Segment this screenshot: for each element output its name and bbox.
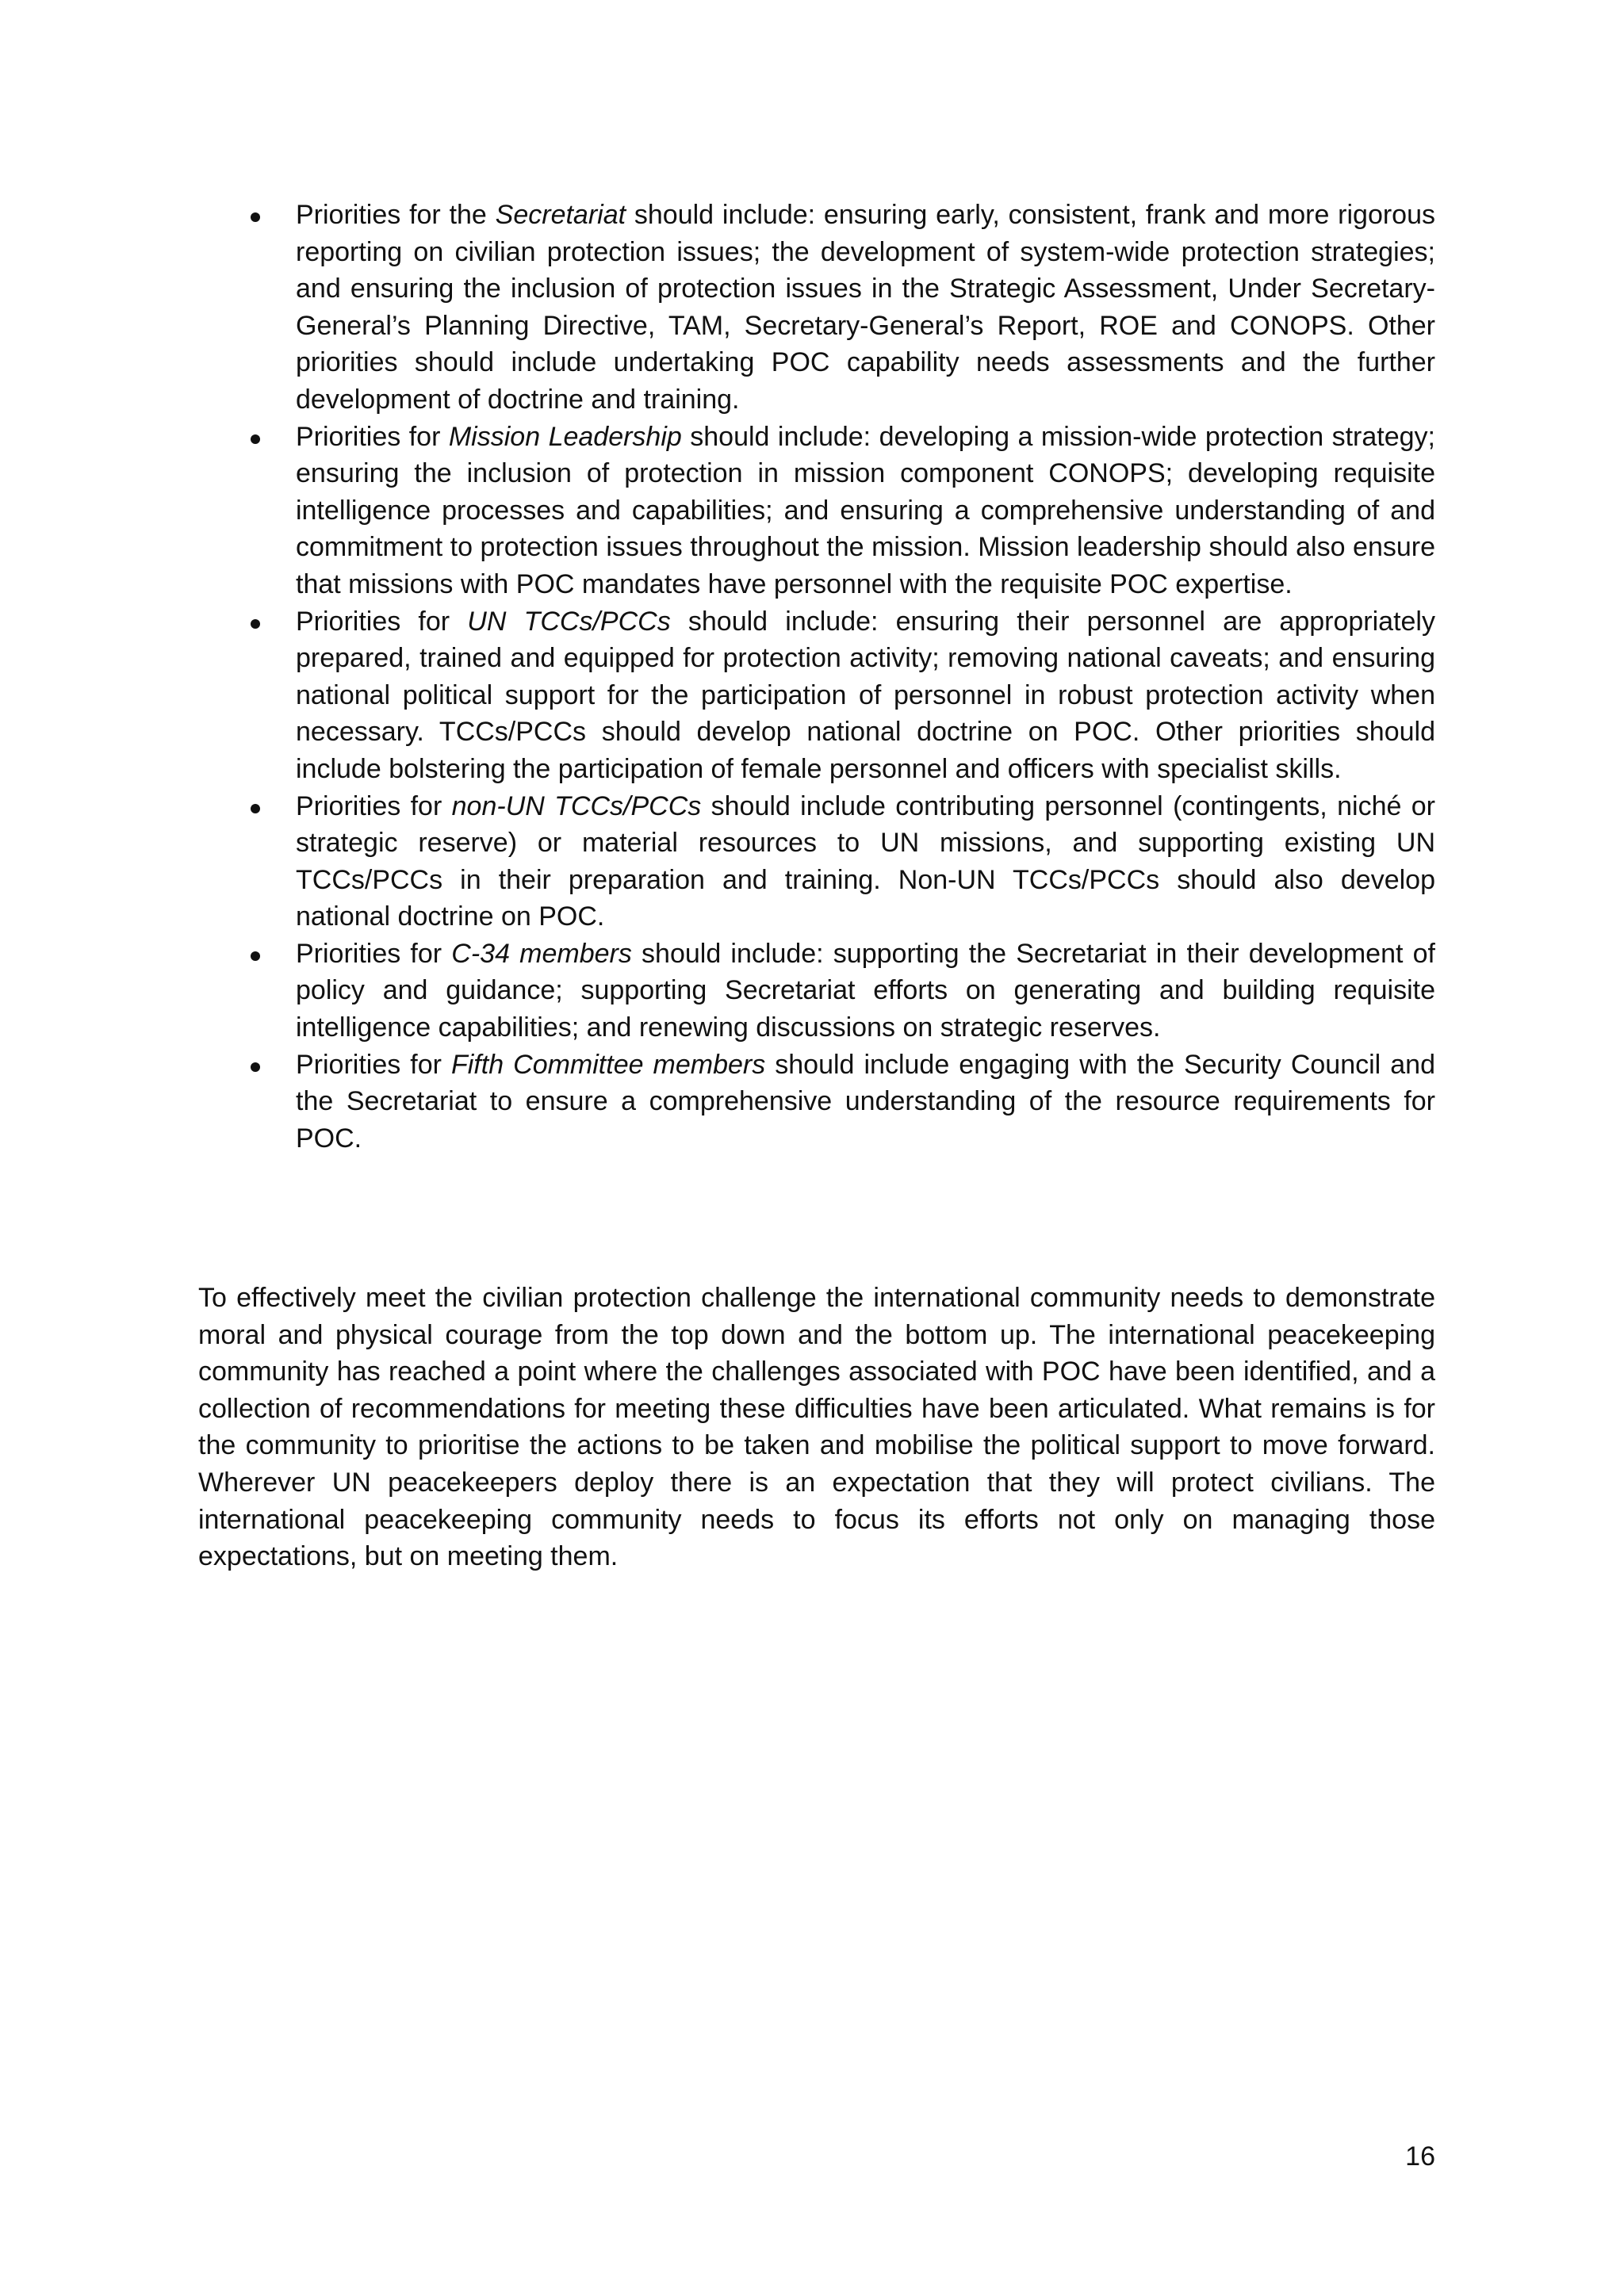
bullet-icon [251,951,260,961]
bullet-text-lead: Priorities for [296,938,452,969]
bullet-text-body: should include: developing a mission-wide protection strategy; ensuring the inclusion of protection in mission component CONOPS; developing requisite intelligence processes and capabilities; and ensuring a comprehensive understanding of and commitment to protection issues throughout the mission. Mission leadership should also ensure that missions with POC mandates have personnel with the requisite POC expertise. [296,421,1435,599]
bullet-emphasis: C-34 members [451,938,632,969]
bullet-text-lead: Priorities for [296,1049,451,1080]
closing-paragraph: To effectively meet the civilian protection challenge the international community needs to demonstrate moral and physical courage from the top down and the bottom up. The international peacekeeping community has reached a point where the challenges associated with POC have been identified, and a collection of recommendations for meeting these difficulties have been articulated. What remains is for the community to prioritise the actions to be taken and mobilise the political support to move forward. Wherever UN peacekeepers deploy there is an expectation that they will protect civilians. The international peacekeeping community needs to focus its efforts not only on managing those expectations, but on meeting them. [198,1283,1435,1572]
bullet-emphasis: Fifth Committee members [450,1049,766,1080]
bullet-emphasis: Secretariat [495,200,626,230]
bullet-text-body: should include: ensuring early, consistent, frank and more rigorous reporting on civilian protection issues; the development of system-wide protection strategies; and ensuring the inclusion of protection issues in the Strategic Assessment, Under Secretary-General’s Planning Directive, TAM, Secretary-General’s Report, ROE and CONOPS. Other priorities should include undertaking POC capability needs assessments and the further development of doctrine and training. [296,200,1436,415]
bullet-text-lead: Priorities for [296,606,468,637]
bullet-icon [251,619,260,629]
priority-un-tccs-pccs [198,603,1435,788]
bullet-icon [251,212,260,222]
bullet-emphasis: Mission Leadership [448,421,682,452]
priority-c34-members [198,936,1435,1047]
bullet-icon [251,1062,260,1072]
bullet-text-lead: Priorities for [296,790,452,821]
priorities-list [198,197,1435,1157]
priority-non-un-tccs-pccs [198,788,1435,936]
bullet-text-body: should include: ensuring their personnel are appropriately prepared, trained and equipped for protection activity; removing national caveats; and ensuring national political support for the participation of personnel in robust protection activity when necessary. TCCs/PCCs should develop national doctrine on POC. Other priorities should include bolstering the participation of female personnel and officers with specialist skills. [296,606,1435,784]
bullet-text-body: should include: supporting the Secretariat in their development of policy and guidance; supporting Secretariat efforts on generating and building requisite intelligence capabilities; and renewing discussions on strategic reserves. [296,938,1435,1043]
bullet-text-lead: Priorities for [296,421,449,452]
priority-secretariat [198,197,1435,419]
bullet-text-body: should include contributing personnel (contingents, niché or strategic reserve) or material resources to UN missions, and supporting existing UN TCCs/PCCs in their preparation and training. Non-UN TCCs/PCCs should also develop national doctrine on POC. [296,790,1435,932]
page-number: 16 [1405,2141,1435,2172]
bullet-text-body: should include engaging with the Security Council and the Secretariat to ensure a comprehensive understanding of the resource requirements for POC. [296,1049,1435,1154]
priority-fifth-committee [198,1047,1435,1158]
bullet-icon [251,804,260,813]
priority-mission-leadership [198,419,1435,603]
bullet-text-lead: Priorities for the [296,200,496,230]
bullet-icon [251,434,260,444]
bullet-emphasis: UN TCCs/PCCs [467,606,671,637]
bullet-emphasis: non-UN TCCs/PCCs [451,790,702,821]
